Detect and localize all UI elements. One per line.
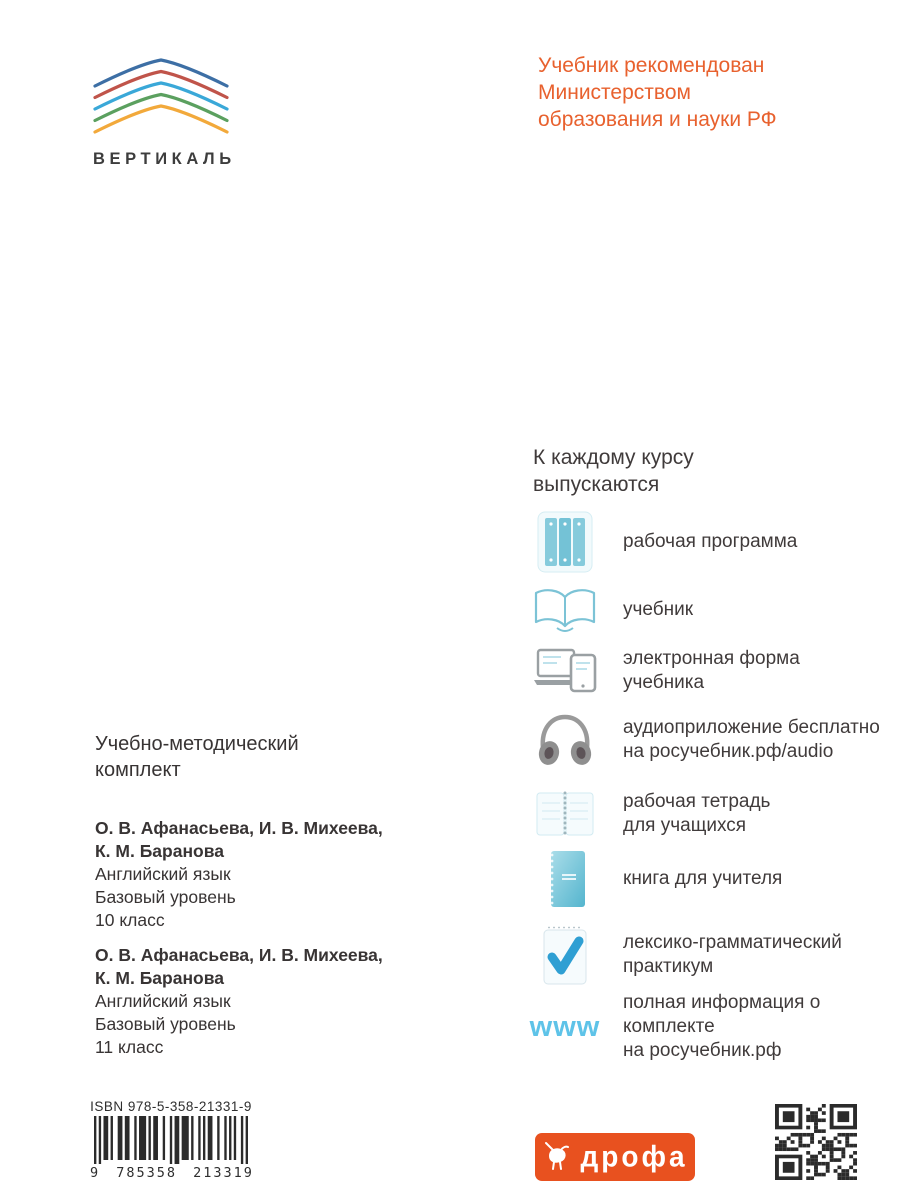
label-line: учебник	[623, 599, 694, 620]
course-heading-line: выпускаются	[533, 473, 660, 496]
checklist-icon	[533, 924, 597, 986]
isbn-text: ISBN 978-5-358-21331-9	[90, 1099, 252, 1114]
book-level: Базовый уровень	[95, 1014, 236, 1034]
book-grade: 11 класс	[95, 1037, 164, 1057]
recommendation-line: Учебник рекомендован	[538, 54, 765, 77]
drofa-logo	[535, 1133, 695, 1181]
open-book-icon	[533, 586, 597, 634]
recommendation-line: образования и науки РФ	[538, 108, 777, 131]
qr-code	[775, 1104, 857, 1180]
teacher-book-icon	[533, 849, 597, 909]
course-item-label	[623, 991, 900, 1063]
label-line: на росучебник.рф	[623, 1040, 782, 1061]
vertical-wordmark: ВЕРТИКАЛЬ	[93, 150, 236, 168]
label-line: электронная форма	[623, 648, 800, 669]
course-item-work-program	[533, 510, 797, 574]
www-text: www	[529, 1010, 601, 1043]
barcode-icon	[94, 1116, 248, 1164]
book-authors-line: К. М. Баранова	[95, 968, 224, 988]
label-line: полная информация о комплекте	[623, 992, 821, 1037]
course-item-website	[529, 992, 900, 1061]
headphones-icon	[533, 710, 597, 770]
label-line: для учащихся	[623, 815, 747, 836]
course-item-practicum	[533, 922, 842, 988]
drofa-bird-icon	[542, 1139, 572, 1176]
course-item-label	[623, 716, 880, 764]
vertical-chevrons-icon	[93, 123, 231, 140]
label-line: рабочая тетрадь	[623, 791, 771, 812]
umk-heading-line: комплект	[95, 759, 181, 781]
book-grade: 10 класс	[95, 910, 165, 930]
course-item-label	[623, 931, 842, 979]
drofa-wordmark: дрофа	[580, 1140, 688, 1173]
label-line: учебника	[623, 672, 705, 693]
recommendation-text	[538, 52, 777, 133]
book-authors-line: О. В. Афанасьева, И. В. Михеева,	[95, 945, 383, 965]
label-line: книга для учителя	[623, 868, 783, 889]
course-item-label	[623, 530, 797, 554]
course-item-label	[623, 647, 800, 695]
course-heading-line: К каждому курсу	[533, 446, 694, 469]
isbn-barcode	[90, 1099, 252, 1181]
book-authors-line: К. М. Баранова	[95, 841, 224, 861]
umk-heading	[95, 731, 299, 783]
label-line: практикум	[623, 956, 714, 977]
devices-icon	[533, 644, 597, 698]
label-line: лексико-грамматический	[623, 932, 842, 953]
label-line: на росучебник.рф/audio	[623, 741, 834, 762]
course-item-workbook	[533, 786, 770, 842]
course-item-label	[623, 867, 782, 891]
label-line: аудиоприложение бесплатно	[623, 717, 880, 738]
umk-heading-line: Учебно-методический	[95, 733, 299, 755]
course-item-textbook	[533, 582, 693, 638]
www-icon	[529, 1010, 601, 1044]
course-item-label	[623, 790, 770, 838]
book-authors-line: О. В. Афанасьева, И. В. Михеева,	[95, 818, 383, 838]
course-item-ebook	[533, 642, 800, 700]
course-item-audio	[533, 706, 880, 774]
book-entry-grade-10	[95, 817, 383, 932]
course-section-heading	[533, 444, 694, 498]
notebook-icon	[533, 787, 597, 841]
label-line: рабочая программа	[623, 531, 798, 552]
booklet-icon	[533, 511, 597, 573]
book-level: Базовый уровень	[95, 887, 236, 907]
recommendation-line: Министерством	[538, 81, 691, 104]
barcode-digits: 9 785358 213319	[90, 1165, 254, 1181]
course-item-teacher-book	[533, 848, 782, 910]
vertical-logo	[93, 58, 236, 169]
book-subject: Английский язык	[95, 991, 231, 1011]
book-entry-grade-11	[95, 944, 383, 1059]
course-item-label	[623, 598, 693, 622]
book-subject: Английский язык	[95, 864, 231, 884]
